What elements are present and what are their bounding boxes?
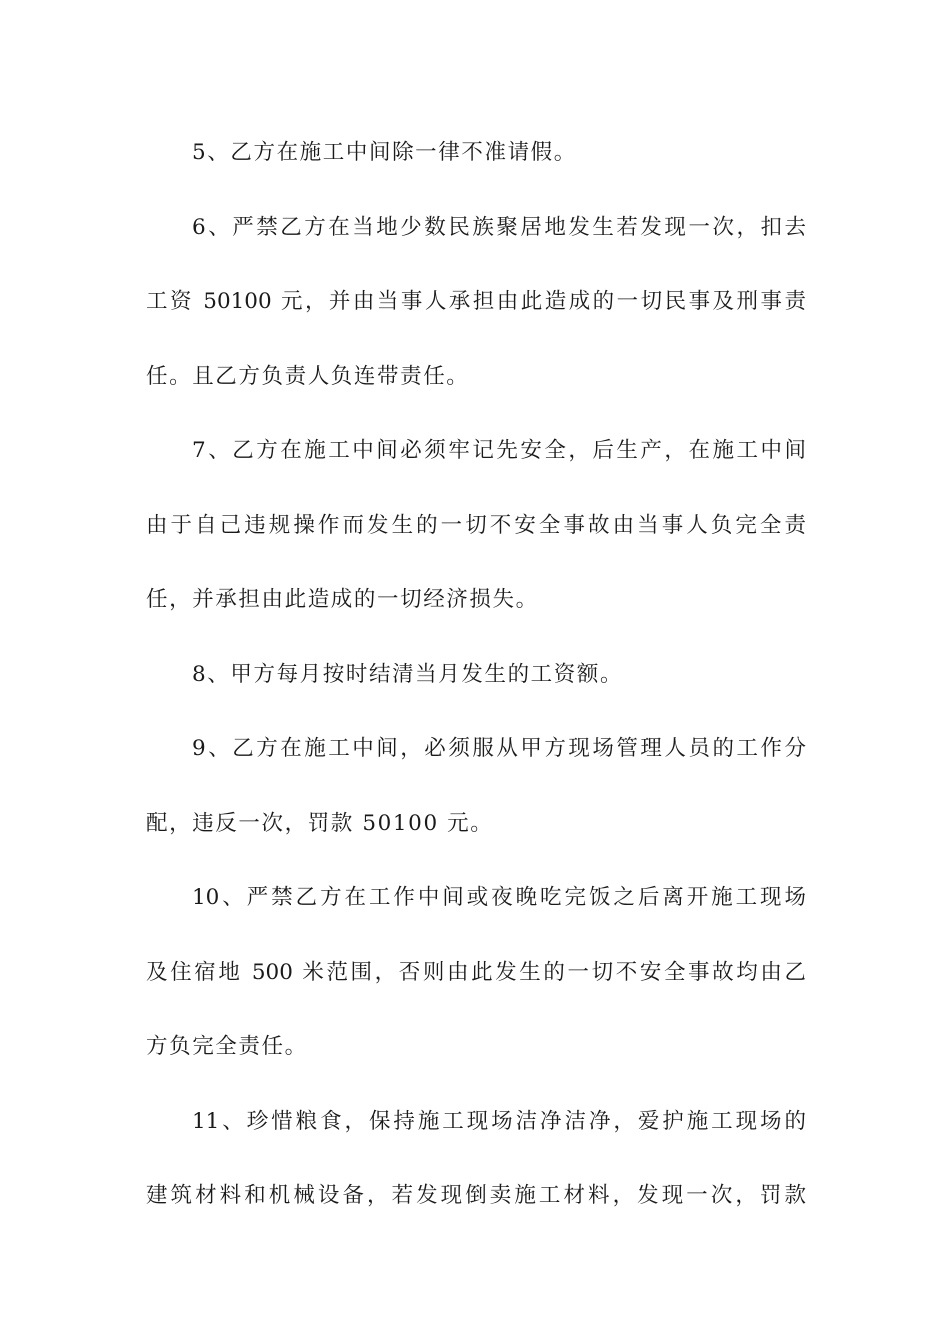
clause-10-line-1: 10、严禁乙方在工作中间或夜晚吃完饭之后离开施工现场 [192, 885, 806, 910]
clause-7-line-2: 由于自己违规操作而发生的一切不安全事故由当事人负完全责 [146, 512, 806, 538]
clause-9-line-1: 9、乙方在施工中间，必须服从甲方现场管理人员的工作分 [192, 736, 806, 761]
clause-7-line-3: 任，并承担由此造成的一切经济损失。 [146, 587, 539, 612]
document-body [146, 131, 806, 1249]
clause-10-line-2: 及住宿地 500 米范围，否则由此发生的一切不安全事故均由乙 [146, 959, 806, 985]
clause-11-line-1: 11、珍惜粮食，保持施工现场洁净洁净，爱护施工现场的 [192, 1108, 806, 1134]
clause-9-line-2: 配，违反一次，罚款 50100 元。 [146, 810, 494, 836]
clause-6-line-2: 工资 50100 元，并由当事人承担由此造成的一切民事及刑事责 [146, 289, 806, 314]
clause-8-line-1: 8、甲方每月按时结清当月发生的工资额。 [192, 661, 624, 687]
clause-10-line-3: 方负完全责任。 [146, 1034, 308, 1059]
clause-6-line-3: 任。且乙方负责人负连带责任。 [146, 363, 470, 389]
clause-6-line-1: 6、严禁乙方在当地少数民族聚居地发生若发现一次，扣去 [192, 214, 806, 240]
clause-7-line-1: 7、乙方在施工中间必须牢记先安全，后生产，在施工中间 [192, 438, 806, 463]
clause-11-line-2: 建筑材料和机械设备，若发现倒卖施工材料，发现一次，罚款 [146, 1183, 806, 1208]
clause-5-line-1: 5、乙方在施工中间除一律不准请假。 [192, 140, 577, 165]
